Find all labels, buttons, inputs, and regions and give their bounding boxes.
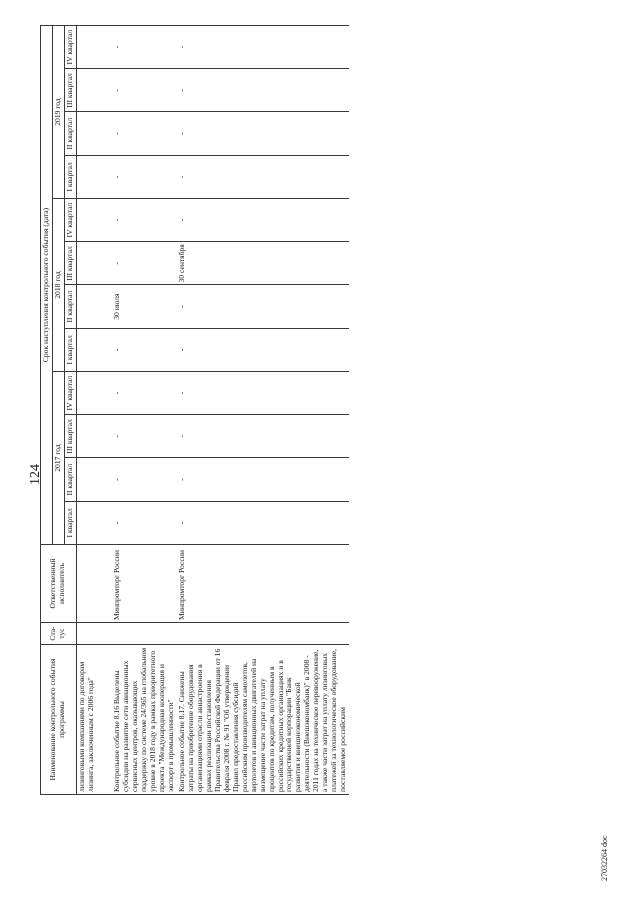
control-events-table — [40, 25, 349, 795]
quarter-cell: 30 июля — [112, 285, 177, 328]
quarter-cell: - — [112, 242, 177, 285]
quarter-cell: - — [112, 26, 177, 69]
quarter-cell — [76, 285, 112, 328]
quarter-cell: - — [177, 501, 349, 544]
quarter-cell: - — [177, 372, 349, 415]
header-quarter: II квартал — [64, 458, 76, 501]
document-code: 27032264 doc — [600, 835, 609, 881]
quarter-cell: - — [177, 199, 349, 242]
quarter-cell: - — [112, 112, 177, 155]
quarter-cell — [76, 26, 112, 69]
quarter-cell: - — [177, 285, 349, 328]
header-deadline: Срок наступления контрольного события (дата) — [41, 26, 53, 545]
quarter-cell: - — [177, 328, 349, 371]
quarter-cell — [76, 69, 112, 112]
event-status — [112, 623, 177, 645]
quarter-cell — [76, 415, 112, 458]
header-quarter: I квартал — [64, 328, 76, 371]
event-status — [76, 623, 112, 645]
quarter-cell: - — [112, 501, 177, 544]
event-responsible: Минпромторг России — [177, 545, 349, 623]
quarter-cell: - — [112, 199, 177, 242]
quarter-cell — [76, 372, 112, 415]
header-year-2019: 2019 год — [52, 26, 64, 199]
quarter-cell — [76, 155, 112, 198]
quarter-cell: - — [112, 155, 177, 198]
event-status — [177, 623, 349, 645]
quarter-cell: - — [177, 26, 349, 69]
quarter-cell: - — [112, 328, 177, 371]
quarter-cell: - — [112, 372, 177, 415]
header-event-name: Наименование контрольного события программы — [41, 645, 77, 795]
table-row — [177, 26, 349, 795]
table-row — [112, 26, 177, 795]
quarter-cell: 30 сентября — [177, 242, 349, 285]
event-responsible — [76, 545, 112, 623]
quarter-cell: - — [177, 155, 349, 198]
event-name: лизинговыми компаниями по договорам лизинга, заключенным с 2006 года" — [76, 645, 112, 795]
header-quarter: II квартал — [64, 112, 76, 155]
quarter-cell: - — [177, 112, 349, 155]
header-quarter: III квартал — [64, 415, 76, 458]
quarter-cell — [76, 242, 112, 285]
quarter-cell: - — [177, 69, 349, 112]
quarter-cell — [76, 199, 112, 242]
quarter-cell — [76, 112, 112, 155]
event-name: Контрольное событие 8.17. Снижены затраты на приобретение оборудования организациями отрасли авиастроения в рамках реализации постановления Правительства Российской Федерации от 16 февраля 2008 г. № 91 "Об утверждении Правил предоставления субсидий российским производителям самолетов, вертолетов и авиационных двигателей на возмещение части затрат на уплату процентов по кредитам, полученным в российских кредитных организациях и в государственной корпорации "Банк развития и внешнеэкономической деятельности (Внешэкономбанк)" в 2008 - 2011 годах на техническое перевооружение, а также части затрат на уплату лизинговых платежей за технологическое оборудование, поставляемое российским — [177, 645, 349, 795]
quarter-cell: - — [112, 69, 177, 112]
quarter-cell — [76, 458, 112, 501]
header-quarter: III квартал — [64, 242, 76, 285]
header-year-2017: 2017 год — [52, 372, 64, 545]
quarter-cell: - — [177, 458, 349, 501]
header-quarter: III квартал — [64, 69, 76, 112]
quarter-cell — [76, 328, 112, 371]
quarter-cell — [76, 501, 112, 544]
event-name: Контрольное событие 8.16 Выделены субсидии на развитие сети авиационных сервисных центров, оказывающих поддержку по системе 24/365 на глобальном уровне в 2018 году в рамках приоритетного проекта "Международная кооперация и экспорт в промышленности" — [112, 645, 177, 795]
header-quarter: IV квартал — [64, 372, 76, 415]
header-quarter: II квартал — [64, 285, 76, 328]
header-year-2018: 2018 год — [52, 199, 64, 372]
header-quarter: I квартал — [64, 501, 76, 544]
header-quarter: I квартал — [64, 155, 76, 198]
quarter-cell: - — [112, 415, 177, 458]
table-row — [76, 26, 112, 795]
header-quarter: IV квартал — [64, 26, 76, 69]
header-status: Ста-тус — [41, 623, 77, 645]
quarter-cell: - — [112, 458, 177, 501]
page-number: 124 — [28, 464, 43, 485]
header-responsible: Ответственный исполнитель — [41, 545, 77, 623]
header-quarter: IV квартал — [64, 199, 76, 242]
event-responsible: Минпромторг России — [112, 545, 177, 623]
quarter-cell: - — [177, 415, 349, 458]
